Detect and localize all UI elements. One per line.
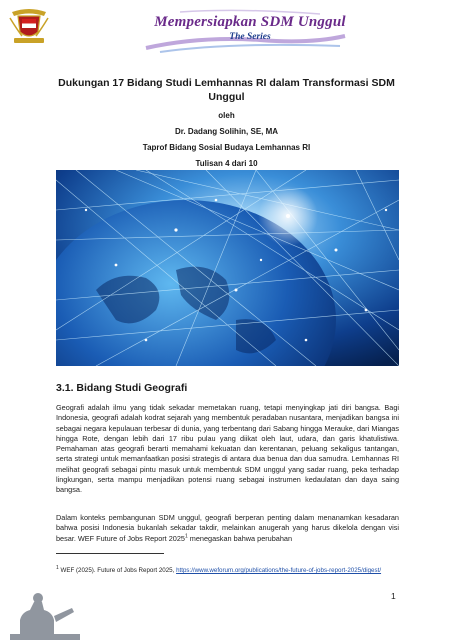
body-paragraph-1: Geografi adalah ilmu yang tidak sekadar memetakan ruang, tetapi menyingkap jati diri bangsa. Bagi Indonesia, geografi adalah kodrat sejarah yang membentuk peradaban nusantara, menjadikan bangsa ini sebagai negara kepulauan terbesar di dunia, yang terbentang dari Sabang hingga Merauke, dari Miangas hingga Rote, dengan lebih dari 17 ribu pulau yang diikat oleh laut, udara, dan garis khatulistiwa. Pemahaman atas geografi berarti memahami kekuatan dan kerentanan, peluang sekaligus tantangan, serta strategi untuk memanfaatkan posisi strategis di antara dua benua dan dua samudra. Lemhannas RI melihat geografi sebagai pintu masuk untuk membentuk SDM unggul yang sadar ruang, peka terhadap lingkungan, serta mampu menjadikan potensi ruang sebagai instrumen kedaulatan dan daya saing bangsa. <box>56 403 399 495</box>
paragraph-2-text: Dalam konteks pembangunan SDM unggul, geografi berperan penting dalam menanamkan kesadaran bahwa posisi Indonesia bukanlah sekadar takdir, melainkan anugerah yang harus dikelola dengan visi besar. WEF Future of Jobs Report 2025 <box>56 513 399 543</box>
globe-network-image <box>56 170 399 366</box>
lemhannas-emblem-icon <box>8 6 50 46</box>
document-title: Dukungan 17 Bidang Studi Lemhannas RI dalam Transformasi SDM Unggul <box>58 77 395 103</box>
paragraph-2-continuation: menegaskan bahwa perubahan <box>187 533 293 543</box>
document-title-block <box>40 76 413 168</box>
byline-label: oleh <box>218 111 235 120</box>
page-number: 1 <box>391 591 396 601</box>
series-part: Tulisan 4 dari 10 <box>195 159 258 168</box>
section-heading: 3.1. Bidang Studi Geografi <box>56 382 188 394</box>
footnote-marker: 1 <box>56 564 59 571</box>
author-name: Dr. Dadang Solihin, SE, MA <box>174 127 279 136</box>
series-title: Mempersiapkan SDM Unggul <box>154 14 346 30</box>
footnote-link[interactable]: https://www.weforum.org/publications/the-future-of-jobs-report-2025/digest/ <box>176 567 382 574</box>
author-role: Taprof Bidang Sosial Budaya Lemhannas RI <box>142 143 311 152</box>
body-paragraph-2 <box>56 513 399 544</box>
footnote-text: WEF (2025). Future of Jobs Report 2025, <box>58 567 177 574</box>
footnote <box>56 566 399 575</box>
statue-silhouette-icon <box>0 590 90 640</box>
footnote-divider <box>56 553 164 554</box>
footnote-reference[interactable]: 1 <box>184 533 188 540</box>
series-subtitle: The Series <box>229 32 271 42</box>
